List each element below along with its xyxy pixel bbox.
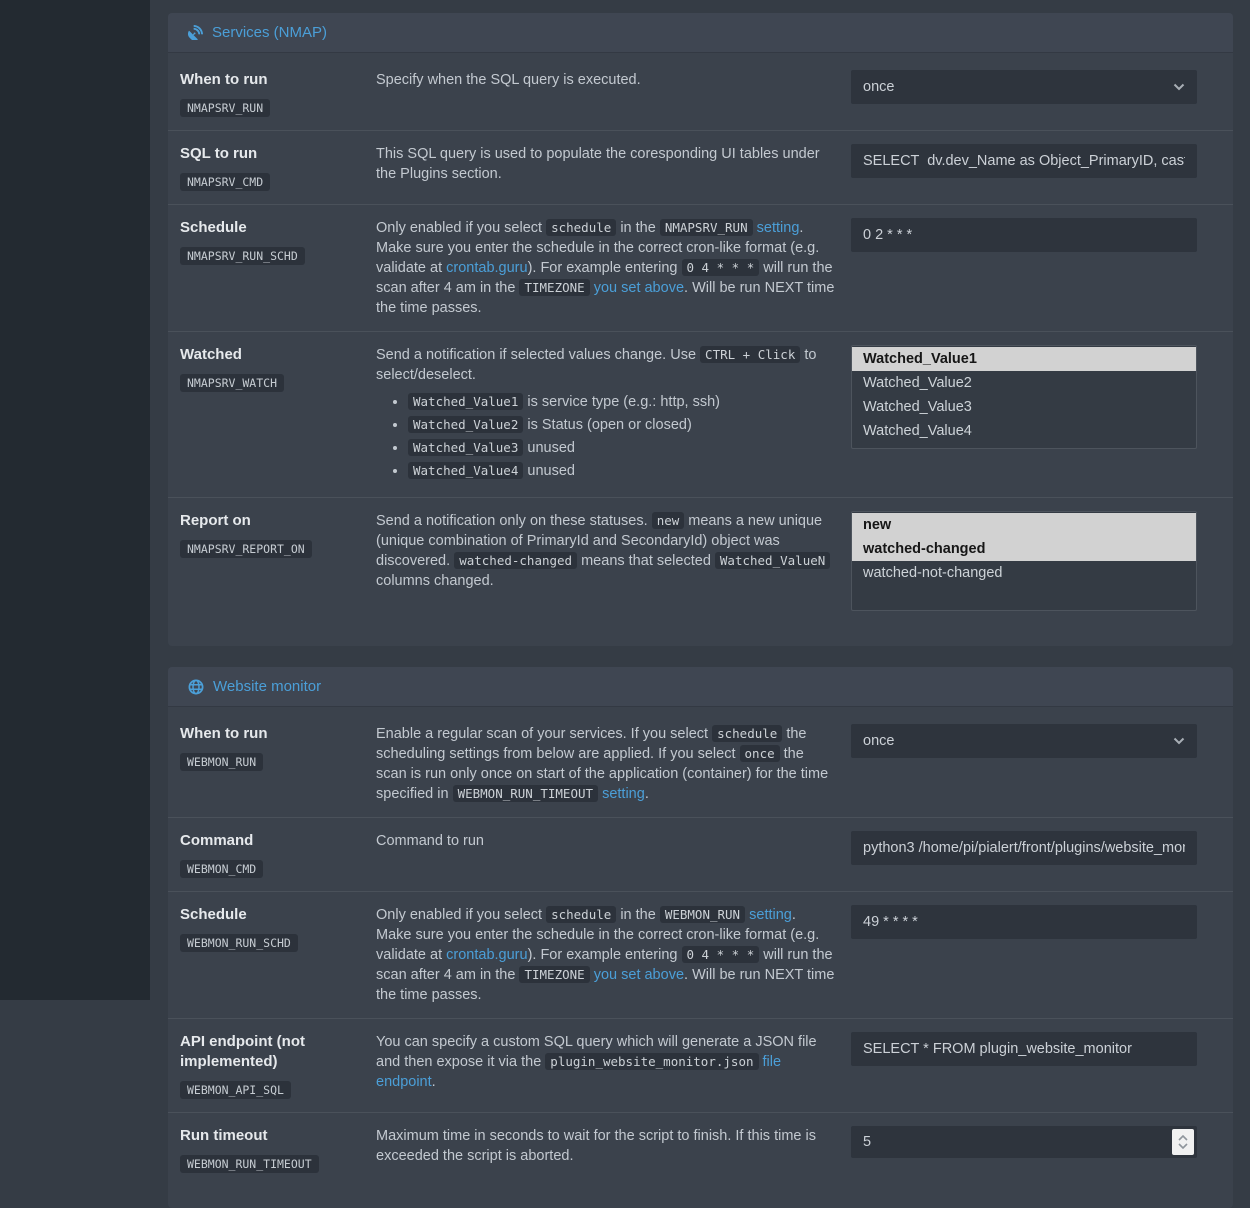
setting-description-paragraph [376,345,835,385]
bullet-text: is service type (e.g.: http, ssh) [523,394,720,410]
settings-main [150,0,1250,1171]
webmon-run-schd-desc-text: Only enabled if you select [376,907,547,923]
setting-row-webmon-run [168,711,1233,817]
webmon-run-schd-desc-inline-code: 0 4 * * * [682,946,760,963]
webmon-run-schd-desc-link[interactable]: setting [749,907,792,923]
webmon-run-timeout-number-wrap [851,1126,1197,1158]
setting-description-paragraph [376,1126,835,1166]
nmapsrv-run-select[interactable] [851,70,1197,104]
setting-description-paragraph [376,70,835,90]
setting-label-cell [180,70,376,117]
setting-label-cell [180,831,376,878]
setting-row-nmapsrv-cmd [168,130,1233,204]
setting-code-badge: NMAPSRV_WATCH [180,374,284,392]
webmon-run-schd-desc-text: . Make sure you enter the schedule in the correct cron-like format (e.g. validate at [376,907,820,963]
bullet-item [408,415,835,435]
nmapsrv-run-schd-desc-text: . Will be run NEXT time the time passes. [376,280,835,316]
webmon-run-schd-desc-inline-code: schedule [546,906,616,923]
listbox-option[interactable]: watched-not-changed [863,565,1003,581]
setting-code-badge: NMAPSRV_CMD [180,173,270,191]
nmapsrv-run-schd-desc-link[interactable]: crontab.guru [446,260,528,276]
nmapsrv-report-on-desc-inline-code: new [652,512,685,529]
sidebar [0,0,150,1000]
bullet-text: unused [523,463,575,479]
setting-row-webmon-cmd [168,817,1233,891]
satellite-dish-icon [188,25,203,40]
nmapsrv-run-schd-desc-inline-code: schedule [546,219,616,236]
setting-description [376,831,851,878]
webmon-api-sql-desc-text: You can specify a custom SQL query which will generate a JSON file and then expose it via the [376,1034,817,1070]
nmapsrv-run-schd-input[interactable] [851,218,1197,252]
setting-row-webmon-api-sql [168,1018,1233,1112]
bullet-code: Watched_Value1 [408,393,523,410]
setting-row-webmon-run-schd [168,891,1233,1018]
setting-label-cell [180,1126,376,1173]
panel-title: Services (NMAP) [212,24,328,41]
setting-row-nmapsrv-watch [168,331,1233,497]
setting-description-paragraph [376,1032,835,1092]
setting-description [376,905,851,1005]
setting-label: When to run [180,71,268,88]
setting-code-badge: NMAPSRV_REPORT_ON [180,540,312,558]
listbox-option[interactable]: watched-changed [852,537,1196,561]
setting-description [376,1126,851,1173]
nmapsrv-report-on-listbox[interactable] [851,511,1197,611]
setting-description-paragraph [376,905,835,1005]
setting-row-nmapsrv-run-schd [168,204,1233,331]
bullet-text: unused [523,440,575,456]
setting-control-cell [851,1126,1197,1173]
setting-row-nmapsrv-run [168,57,1233,130]
nmapsrv-run-select-value: once [863,79,895,95]
setting-control-cell [851,70,1197,117]
webmon-run-desc-text: the scheduling settings from below are applied. If you select [376,726,807,762]
nmapsrv-run-desc-text: Specify when the SQL query is executed. [376,72,641,88]
bullet-item [408,392,835,412]
nmapsrv-run-schd-desc-text: in the [616,220,660,236]
webmon-run-schd-desc-text: in the [616,907,660,923]
webmon-run-desc-inline-code: schedule [712,725,782,742]
setting-label-cell [180,345,376,484]
listbox-option[interactable]: Watched_Value3 [863,399,972,415]
setting-code-badge: NMAPSRV_RUN [180,99,270,117]
nmapsrv-run-schd-desc-inline-code: TIMEZONE [519,279,589,296]
setting-label: Watched [180,346,242,363]
setting-label-cell [180,511,376,611]
webmon-run-schd-desc-text: . Will be run NEXT time the time passes. [376,967,835,1003]
nmapsrv-report-on-desc-text: means a new unique (unique combination of PrimaryId and SecondaryId) object was discovered. [376,513,823,569]
setting-description [376,144,851,191]
setting-description-paragraph [376,724,835,804]
setting-label-cell [180,144,376,191]
panel-body-website-monitor [168,707,1233,1208]
nmapsrv-report-on-desc-inline-code: Watched_ValueN [715,552,830,569]
setting-label-cell [180,1032,376,1099]
setting-control-cell [851,345,1197,484]
setting-row-nmapsrv-report-on [168,497,1233,624]
setting-description [376,1032,851,1099]
setting-control-cell [851,511,1197,611]
setting-row-webmon-run-timeout [168,1112,1233,1186]
webmon-cmd-desc-text: Command to run [376,833,484,849]
setting-description [376,345,851,484]
webmon-api-sql-input[interactable] [851,1032,1197,1066]
setting-label: SQL to run [180,145,258,162]
webmon-run-select-value: once [863,733,895,749]
panel-header-services-nmap [168,13,1233,53]
nmapsrv-cmd-input[interactable] [851,144,1197,178]
setting-description [376,218,851,318]
setting-label: API endpoint (not implemented) [180,1033,305,1070]
setting-label: Report on [180,512,251,529]
chevron-down-icon [1173,79,1185,95]
bullet-code: Watched_Value2 [408,416,523,433]
nmapsrv-run-schd-desc-text: . Make sure you enter the schedule in the correct cron-like format (e.g. validate at [376,220,820,276]
nmapsrv-report-on-desc-text: means that selected [577,553,715,569]
bullet-code: Watched_Value4 [408,462,523,479]
setting-description-paragraph [376,144,835,184]
webmon-run-timeout-number-input[interactable] [851,1126,1197,1158]
webmon-run-schd-desc-link[interactable]: you set above [593,967,685,983]
webmon-cmd-input[interactable] [851,831,1197,865]
webmon-run-desc-text: . [644,786,649,802]
panel-services-nmap [168,13,1233,646]
listbox-option[interactable]: new [852,513,1196,537]
setting-control-cell [851,724,1197,804]
nmapsrv-report-on-desc-text: Send a notification only on these statuses. [376,513,652,529]
webmon-run-schd-desc-inline-code: TIMEZONE [519,966,589,983]
setting-control-cell [851,831,1197,878]
panel-website-monitor [168,667,1233,1208]
webmon-api-sql-desc-inline-code: plugin_website_monitor.json [545,1053,758,1070]
panel-header-website-monitor [168,667,1233,707]
setting-bullet-list [376,392,835,481]
webmon-run-desc-text: the scan is run only once on start of the application (container) for the time specified in [376,746,829,802]
bullet-code: Watched_Value3 [408,439,523,456]
webmon-api-sql-desc-link[interactable]: file endpoint [376,1054,782,1090]
webmon-run-schd-desc-text: will run the scan after 4 am in the [376,947,833,983]
webmon-run-desc-link[interactable]: setting [602,786,645,802]
nmapsrv-watch-desc-inline-code: CTRL + Click [700,346,800,363]
setting-description [376,724,851,804]
setting-description-paragraph [376,511,835,591]
webmon-run-schd-desc-link[interactable]: crontab.guru [446,947,528,963]
setting-description [376,70,851,117]
webmon-run-desc-text: Enable a regular scan of your services. If you select [376,726,713,742]
chevron-down-icon [1173,733,1185,749]
setting-label: When to run [180,725,268,742]
setting-label: Schedule [180,219,247,236]
nmapsrv-run-schd-desc-text: will run the scan after 4 am in the [376,260,833,296]
setting-description-paragraph [376,218,835,318]
nmapsrv-report-on-desc-text: columns changed. [376,573,494,589]
nmapsrv-cmd-desc-text: This SQL query is used to populate the coresponding UI tables under the Plugins section. [376,146,820,182]
panel-title: Website monitor [213,678,322,695]
bullet-item [408,438,835,458]
setting-code-badge: NMAPSRV_RUN_SCHD [180,247,305,265]
webmon-run-timeout-desc-text: Maximum time in seconds to wait for the script to finish. If this time is exceeded the script is aborted. [376,1128,816,1164]
setting-description [376,511,851,611]
bullet-text: is Status (open or closed) [523,417,692,433]
setting-code-badge: WEBMON_RUN_TIMEOUT [180,1155,319,1173]
nmapsrv-run-schd-desc-text: ). For example entering [527,260,682,276]
setting-code-badge: WEBMON_RUN [180,753,263,771]
globe-icon [188,679,204,695]
setting-label: Run timeout [180,1127,268,1144]
setting-label-cell [180,218,376,318]
nmapsrv-run-schd-desc-link[interactable]: you set above [593,280,685,296]
setting-label: Command [180,832,254,849]
bullet-item [408,461,835,481]
setting-description-paragraph [376,831,835,851]
nmapsrv-run-schd-desc-text: Only enabled if you select [376,220,547,236]
webmon-run-select[interactable] [851,724,1197,758]
setting-label: Schedule [180,906,247,923]
webmon-run-schd-desc-inline-code: WEBMON_RUN [660,906,745,923]
listbox-option[interactable]: Watched_Value2 [863,375,972,391]
listbox-option[interactable]: Watched_Value4 [863,423,972,439]
nmapsrv-watch-listbox[interactable] [851,345,1197,449]
setting-control-cell [851,218,1197,318]
setting-code-badge: WEBMON_RUN_SCHD [180,934,298,952]
setting-code-badge: WEBMON_API_SQL [180,1081,291,1099]
setting-control-cell [851,1032,1197,1099]
number-spinner[interactable] [1172,1129,1194,1155]
setting-code-badge: WEBMON_CMD [180,860,263,878]
nmapsrv-watch-desc-text: to select/deselect. [376,347,817,383]
setting-label-cell [180,724,376,804]
webmon-run-schd-desc-text: ). For example entering [527,947,682,963]
nmapsrv-run-schd-desc-inline-code: NMAPSRV_RUN [660,219,753,236]
webmon-run-schd-input[interactable] [851,905,1197,939]
webmon-api-sql-desc-text: . [431,1074,436,1090]
nmapsrv-run-schd-desc-inline-code: 0 4 * * * [682,259,760,276]
nmapsrv-report-on-desc-inline-code: watched-changed [454,552,577,569]
webmon-run-desc-inline-code: WEBMON_RUN_TIMEOUT [453,785,598,802]
nmapsrv-run-schd-desc-link[interactable]: setting [756,220,800,236]
listbox-option[interactable]: Watched_Value1 [852,347,1196,371]
webmon-run-desc-inline-code: once [740,745,780,762]
setting-control-cell [851,144,1197,191]
nmapsrv-watch-desc-text: Send a notification if selected values change. Use [376,347,701,363]
setting-label-cell [180,905,376,1005]
panel-body-services-nmap [168,53,1233,646]
setting-control-cell [851,905,1197,1005]
